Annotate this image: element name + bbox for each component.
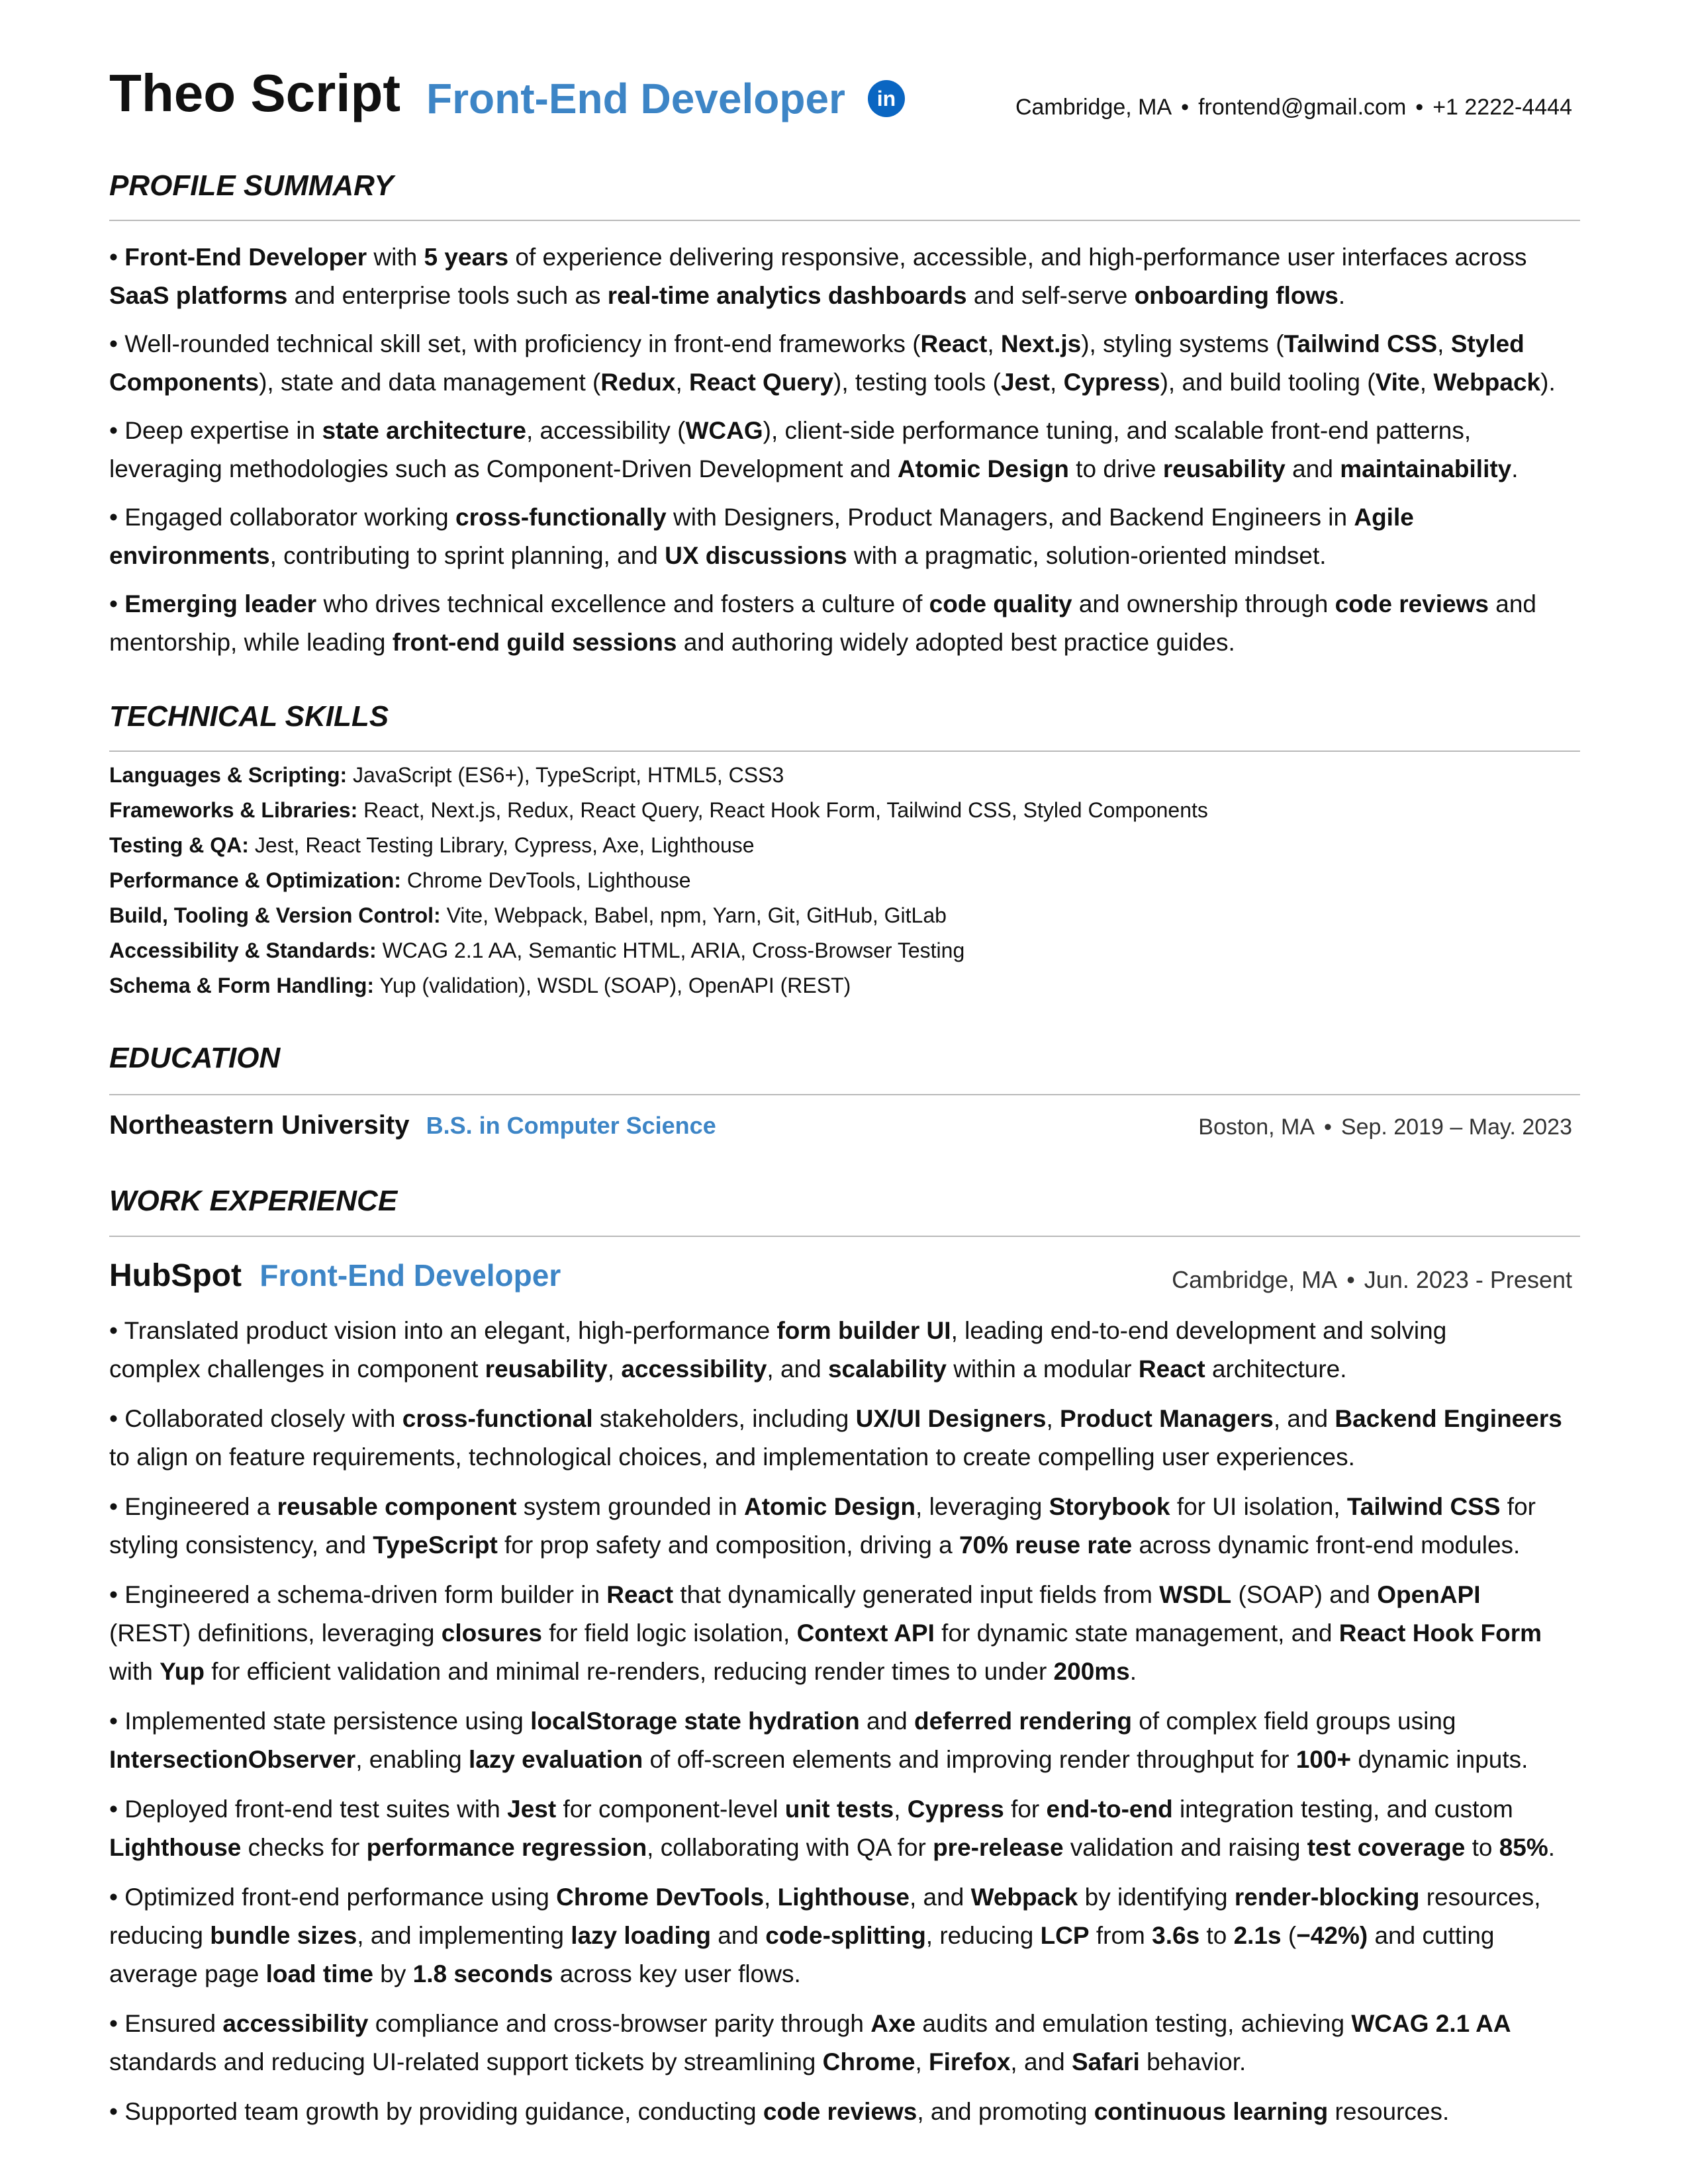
section-divider: [109, 220, 1580, 221]
body-text: .: [1548, 1834, 1556, 1861]
job-role: Front-End Developer: [259, 1258, 561, 1293]
experience-line: [109, 1614, 1580, 1653]
education-entry: [109, 1111, 716, 1140]
section-title-education: EDUCATION: [109, 1042, 281, 1074]
body-text: , and: [1273, 1405, 1335, 1432]
body-text: for: [1004, 1796, 1047, 1823]
experience-line: [109, 1400, 1580, 1438]
summary-line: [109, 412, 1580, 450]
body-text: and self-serve: [966, 282, 1135, 309]
body-text: of experience delivering responsive, accessible, and high-performance user interfaces across: [508, 244, 1527, 271]
body-text: resources,: [1419, 1884, 1541, 1911]
body-text: ,: [915, 2048, 929, 2075]
emphasis-text: React Hook Form: [1338, 1619, 1542, 1647]
body-text: for prop safety and composition, driving a: [497, 1531, 959, 1559]
skill-value: Vite, Webpack, Babel, npm, Yarn, Git, GitHub, GitLab: [440, 903, 947, 927]
emphasis-text: OpenAPI: [1377, 1581, 1481, 1608]
experience-line: [109, 1576, 1580, 1614]
summary-line: [109, 585, 1580, 623]
skill-value: WCAG 2.1 AA, Semantic HTML, ARIA, Cross-Browser Testing: [376, 938, 965, 962]
body-text: integration testing, and custom: [1172, 1796, 1513, 1823]
section-divider: [109, 1236, 1580, 1237]
emphasis-text: Webpack: [970, 1884, 1078, 1911]
section-title-profile-summary: PROFILE SUMMARY: [109, 169, 394, 202]
experience-line: [109, 2005, 1580, 2043]
body-text: system grounded in: [516, 1493, 744, 1520]
emphasis-text: reusability: [485, 1355, 608, 1383]
emphasis-text: Safari: [1071, 2048, 1140, 2075]
school-name: Northeastern University: [109, 1111, 410, 1140]
body-text: leveraging methodologies such as Component-Driven Development and: [109, 455, 898, 482]
body-text: • Supported team growth by providing guidance, conducting: [109, 2098, 763, 2125]
body-text: ,: [764, 1884, 778, 1911]
body-text: , and: [909, 1884, 971, 1911]
emphasis-text: lazy loading: [571, 1922, 711, 1949]
summary-line: [109, 623, 1580, 662]
body-text: •: [109, 244, 125, 271]
contact-email[interactable]: frontend@gmail.com: [1198, 95, 1407, 120]
separator-dot: •: [1324, 1115, 1332, 1140]
emphasis-text: test coverage: [1307, 1834, 1466, 1861]
body-text: , and implementing: [357, 1922, 571, 1949]
experience-line: [109, 1829, 1580, 1867]
body-text: • Deployed front-end test suites with: [109, 1796, 508, 1823]
body-text: and: [859, 1707, 914, 1735]
experience-line: [109, 1790, 1580, 1829]
body-text: by identifying: [1078, 1884, 1235, 1911]
section-title-technical-skills: TECHNICAL SKILLS: [109, 700, 389, 733]
skill-row: [109, 833, 755, 858]
education-dates: Sep. 2019 – May. 2023: [1340, 1115, 1572, 1140]
body-text: ,: [607, 1355, 622, 1383]
experience-line: [109, 1312, 1580, 1350]
skill-value: Yup (validation), WSDL (SOAP), OpenAPI (REST): [374, 974, 851, 997]
emphasis-text: 70% reuse rate: [959, 1531, 1133, 1559]
summary-line: [109, 363, 1580, 402]
emphasis-text: 2.1s: [1233, 1922, 1282, 1949]
emphasis-text: Axe: [870, 2010, 916, 2037]
job-location: Cambridge, MA: [1172, 1266, 1338, 1293]
body-text: for: [1500, 1493, 1536, 1520]
emphasis-text: Emerging leader: [124, 590, 317, 617]
body-text: and: [1488, 590, 1536, 617]
emphasis-text: 85%: [1499, 1834, 1548, 1861]
body-text: within a modular: [946, 1355, 1139, 1383]
emphasis-text: unit tests: [784, 1796, 894, 1823]
candidate-title: Front-End Developer: [426, 75, 845, 122]
body-text: across key user flows.: [553, 1960, 801, 1987]
body-text: , reducing: [925, 1922, 1041, 1949]
body-text: to align on feature requirements, technological choices, and implementation to create compelling user experiences.: [109, 1443, 1355, 1471]
emphasis-text: Vite: [1375, 369, 1420, 396]
body-text: ,: [1437, 330, 1451, 357]
body-text: • Engineered a: [109, 1493, 277, 1520]
candidate-name: Theo Script: [109, 64, 401, 122]
emphasis-text: end-to-end: [1046, 1796, 1173, 1823]
experience-line: [109, 1526, 1580, 1565]
emphasis-text: reusable component: [277, 1493, 517, 1520]
separator-dot: •: [1415, 95, 1424, 120]
body-text: of off-screen elements and improving render throughput for: [643, 1746, 1296, 1773]
body-text: ), styling systems (: [1081, 330, 1284, 357]
body-text: ), state and data management (: [259, 369, 601, 396]
emphasis-text: code reviews: [763, 2098, 917, 2125]
skill-row: [109, 903, 947, 928]
emphasis-text: Lighthouse: [777, 1884, 910, 1911]
skill-row: [109, 798, 1208, 823]
section-title-work-experience: WORK EXPERIENCE: [109, 1185, 398, 1217]
emphasis-text: TypeScript: [373, 1531, 498, 1559]
body-text: behavior.: [1139, 2048, 1246, 2075]
body-text: , and: [767, 1355, 828, 1383]
body-text: from: [1089, 1922, 1152, 1949]
emphasis-text: closures: [441, 1619, 542, 1647]
emphasis-text: Storybook: [1049, 1493, 1170, 1520]
skill-value: Jest, React Testing Library, Cypress, Axe, Lighthouse: [248, 833, 755, 857]
contact-phone: +1 2222-4444: [1432, 95, 1572, 120]
emphasis-text: −42%): [1296, 1922, 1368, 1949]
body-text: and ownership through: [1072, 590, 1335, 617]
body-text: • Deep expertise in: [109, 417, 322, 444]
emphasis-text: front-end guild sessions: [392, 629, 677, 656]
emphasis-text: 5 years: [424, 244, 509, 271]
body-text: to: [1199, 1922, 1234, 1949]
experience-line: [109, 1878, 1580, 1917]
emphasis-text: IntersectionObserver: [109, 1746, 356, 1773]
body-text: ,: [1419, 369, 1434, 396]
emphasis-text: onboarding flows: [1134, 282, 1338, 309]
body-text: styling consistency, and: [109, 1531, 373, 1559]
skill-label: Testing & QA:: [109, 833, 249, 857]
body-text: • Engineered a schema-driven form builder in: [109, 1581, 607, 1608]
skill-label: Build, Tooling & Version Control:: [109, 903, 441, 927]
body-text: ), client-side performance tuning, and scalable front-end patterns,: [763, 417, 1472, 444]
skill-row: [109, 938, 964, 963]
body-text: compliance and cross-browser parity through: [368, 2010, 871, 2037]
body-text: .: [1129, 1658, 1137, 1685]
experience-line: [109, 1955, 1580, 1993]
emphasis-text: Webpack: [1433, 369, 1541, 396]
emphasis-text: state architecture: [322, 417, 526, 444]
body-text: • Ensured: [109, 2010, 223, 2037]
body-text: and: [710, 1922, 766, 1949]
emphasis-text: code reviews: [1335, 590, 1489, 617]
emphasis-text: cross-functionally: [455, 504, 667, 531]
emphasis-text: Redux: [600, 369, 676, 396]
summary-line: [109, 498, 1580, 537]
summary-line: [109, 450, 1580, 488]
body-text: average page: [109, 1960, 266, 1987]
emphasis-text: deferred rendering: [914, 1707, 1132, 1735]
experience-line: [109, 1438, 1580, 1477]
emphasis-text: 3.6s: [1152, 1922, 1200, 1949]
body-text: for UI isolation,: [1170, 1493, 1347, 1520]
summary-line: [109, 277, 1580, 315]
body-text: by: [373, 1960, 413, 1987]
emphasis-text: performance regression: [366, 1834, 647, 1861]
body-text: • Engaged collaborator working: [109, 504, 456, 531]
skill-value: React, Next.js, Redux, React Query, React Hook Form, Tailwind CSS, Styled Components: [357, 798, 1208, 822]
body-text: • Implemented state persistence using: [109, 1707, 531, 1735]
emphasis-text: Components: [109, 369, 259, 396]
emphasis-text: real-time analytics dashboards: [607, 282, 967, 309]
body-text: ,: [894, 1796, 908, 1823]
body-text: resources.: [1328, 2098, 1450, 2125]
body-text: and: [1285, 455, 1340, 482]
job-entry: [109, 1257, 561, 1294]
skill-label: Accessibility & Standards:: [109, 938, 377, 962]
emphasis-text: reusability: [1162, 455, 1286, 482]
body-text: architecture.: [1205, 1355, 1347, 1383]
skill-label: Performance & Optimization:: [109, 868, 401, 892]
linkedin-icon[interactable]: in: [868, 80, 905, 117]
body-text: with Designers, Product Managers, and Backend Engineers in: [666, 504, 1354, 531]
emphasis-text: 100+: [1295, 1746, 1352, 1773]
emphasis-text: LCP: [1040, 1922, 1090, 1949]
emphasis-text: Tailwind CSS: [1346, 1493, 1501, 1520]
summary-line: [109, 537, 1580, 575]
emphasis-text: maintainability: [1340, 455, 1512, 482]
company-name: HubSpot: [109, 1258, 242, 1293]
experience-line: [109, 1653, 1580, 1691]
emphasis-text: 200ms: [1053, 1658, 1130, 1685]
body-text: ), and build tooling (: [1160, 369, 1376, 396]
body-text: with: [109, 1658, 160, 1685]
summary-line: [109, 238, 1580, 277]
summary-line: [109, 325, 1580, 363]
body-text: that dynamically generated input fields from: [673, 1581, 1160, 1608]
emphasis-text: 1.8 seconds: [412, 1960, 553, 1987]
emphasis-text: lazy evaluation: [468, 1746, 643, 1773]
emphasis-text: Product Managers: [1060, 1405, 1274, 1432]
emphasis-text: Atomic Design: [743, 1493, 916, 1520]
body-text: and enterprise tools such as: [287, 282, 608, 309]
body-text: , leading end-to-end development and solving: [951, 1317, 1447, 1344]
emphasis-text: Yup: [160, 1658, 205, 1685]
experience-line: [109, 1488, 1580, 1526]
body-text: • Translated product vision into an elegant, high-performance: [109, 1317, 777, 1344]
body-text: and cutting: [1368, 1922, 1495, 1949]
emphasis-text: environments: [109, 542, 270, 569]
body-text: , and promoting: [917, 2098, 1094, 2125]
emphasis-text: Backend Engineers: [1335, 1405, 1562, 1432]
emphasis-text: WCAG 2.1 AA: [1351, 2010, 1511, 2037]
body-text: • Well-rounded technical skill set, with proficiency in front-end frameworks (: [109, 330, 921, 357]
emphasis-text: React Query: [689, 369, 833, 396]
body-text: , contributing to sprint planning, and: [269, 542, 665, 569]
education-meta: [1198, 1115, 1572, 1140]
emphasis-text: Jest: [507, 1796, 557, 1823]
emphasis-text: Context API: [796, 1619, 935, 1647]
contact-info: [1015, 95, 1572, 120]
emphasis-text: Chrome: [822, 2048, 915, 2075]
body-text: ,: [987, 330, 1001, 357]
body-text: stakeholders, including: [592, 1405, 856, 1432]
experience-line: [109, 1702, 1580, 1741]
emphasis-text: React: [1138, 1355, 1205, 1383]
body-text: • Optimized front-end performance using: [109, 1884, 557, 1911]
body-text: of complex field groups using: [1131, 1707, 1456, 1735]
body-text: to: [1465, 1834, 1499, 1861]
skill-row: [109, 974, 851, 998]
body-text: ,: [1046, 1405, 1060, 1432]
body-text: , enabling: [355, 1746, 469, 1773]
body-text: standards and reducing UI-related support tickets by streamlining: [109, 2048, 823, 2075]
body-text: •: [109, 590, 125, 617]
emphasis-text: accessibility: [222, 2010, 369, 2037]
skill-value: JavaScript (ES6+), TypeScript, HTML5, CSS3: [347, 763, 784, 787]
body-text: ,: [1050, 369, 1064, 396]
body-text: (: [1281, 1922, 1297, 1949]
emphasis-text: load time: [265, 1960, 374, 1987]
skill-row: [109, 868, 691, 893]
education-location: Boston, MA: [1198, 1115, 1315, 1140]
emphasis-text: Cypress: [1063, 369, 1160, 396]
body-text: , leveraging: [915, 1493, 1049, 1520]
emphasis-text: Chrome DevTools: [556, 1884, 765, 1911]
separator-dot: •: [1181, 95, 1190, 120]
emphasis-text: bundle sizes: [210, 1922, 357, 1949]
body-text: ).: [1540, 369, 1556, 396]
emphasis-text: Cypress: [907, 1796, 1004, 1823]
emphasis-text: continuous learning: [1094, 2098, 1329, 2125]
body-text: for component-level: [556, 1796, 785, 1823]
emphasis-text: Atomic Design: [897, 455, 1069, 482]
emphasis-text: localStorage state hydration: [530, 1707, 860, 1735]
experience-line: [109, 1741, 1580, 1779]
emphasis-text: Front-End Developer: [124, 244, 367, 271]
body-text: • Collaborated closely with: [109, 1405, 402, 1432]
body-text: for efficient validation and minimal re-renders, reducing render times to under: [204, 1658, 1054, 1685]
job-dates: Jun. 2023 - Present: [1364, 1266, 1572, 1293]
body-text: validation and raising: [1063, 1834, 1307, 1861]
experience-line: [109, 1917, 1580, 1955]
emphasis-text: Tailwind CSS: [1284, 330, 1438, 357]
emphasis-text: accessibility: [621, 1355, 767, 1383]
body-text: and authoring widely adopted best practice guides.: [677, 629, 1235, 656]
body-text: (REST) definitions, leveraging: [109, 1619, 442, 1647]
emphasis-text: Jest: [1000, 369, 1050, 396]
body-text: .: [1338, 282, 1346, 309]
job-meta: [1172, 1266, 1572, 1294]
body-text: , accessibility (: [526, 417, 686, 444]
body-text: checks for: [241, 1834, 367, 1861]
section-divider: [109, 751, 1580, 752]
emphasis-text: Next.js: [1000, 330, 1082, 357]
emphasis-text: Lighthouse: [109, 1834, 242, 1861]
emphasis-text: form builder UI: [776, 1317, 951, 1344]
body-text: for dynamic state management, and: [934, 1619, 1339, 1647]
separator-dot: •: [1346, 1266, 1355, 1293]
body-text: (SOAP) and: [1231, 1581, 1378, 1608]
emphasis-text: code quality: [929, 590, 1072, 617]
emphasis-text: Firefox: [929, 2048, 1011, 2075]
experience-line: [109, 1350, 1580, 1388]
body-text: who drives technical excellence and fosters a culture of: [316, 590, 929, 617]
body-text: ,: [675, 369, 689, 396]
body-text: ), testing tools (: [833, 369, 1001, 396]
emphasis-text: code-splitting: [765, 1922, 926, 1949]
skill-label: Schema & Form Handling:: [109, 974, 375, 997]
emphasis-text: render-blocking: [1234, 1884, 1420, 1911]
skill-label: Languages & Scripting:: [109, 763, 348, 787]
body-text: with a pragmatic, solution-oriented mindset.: [847, 542, 1327, 569]
body-text: to drive: [1068, 455, 1163, 482]
body-text: dynamic inputs.: [1351, 1746, 1528, 1773]
skill-row: [109, 763, 784, 788]
contact-location: Cambridge, MA: [1015, 95, 1172, 120]
emphasis-text: scalability: [827, 1355, 947, 1383]
emphasis-text: WCAG: [685, 417, 763, 444]
degree-name: B.S. in Computer Science: [426, 1112, 716, 1139]
body-text: , collaborating with QA for: [647, 1834, 933, 1861]
body-text: .: [1511, 455, 1519, 482]
emphasis-text: pre-release: [933, 1834, 1064, 1861]
body-text: audits and emulation testing, achieving: [915, 2010, 1352, 2037]
emphasis-text: UX discussions: [665, 542, 847, 569]
skill-label: Frameworks & Libraries:: [109, 798, 358, 822]
section-divider: [109, 1094, 1580, 1095]
body-text: , and: [1010, 2048, 1072, 2075]
emphasis-text: SaaS platforms: [109, 282, 288, 309]
body-text: across dynamic front-end modules.: [1132, 1531, 1521, 1559]
emphasis-text: UX/UI Designers: [855, 1405, 1047, 1432]
body-text: for field logic isolation,: [541, 1619, 797, 1647]
experience-line: [109, 2093, 1580, 2131]
body-text: with: [367, 244, 424, 271]
emphasis-text: Styled: [1450, 330, 1524, 357]
emphasis-text: Agile: [1354, 504, 1414, 531]
emphasis-text: React: [606, 1581, 674, 1608]
emphasis-text: React: [920, 330, 988, 357]
body-text: mentorship, while leading: [109, 629, 393, 656]
body-text: reducing: [109, 1922, 211, 1949]
body-text: complex challenges in component: [109, 1355, 485, 1383]
skill-value: Chrome DevTools, Lighthouse: [400, 868, 691, 892]
emphasis-text: WSDL: [1159, 1581, 1232, 1608]
emphasis-text: cross-functional: [402, 1405, 593, 1432]
experience-line: [109, 2043, 1580, 2081]
